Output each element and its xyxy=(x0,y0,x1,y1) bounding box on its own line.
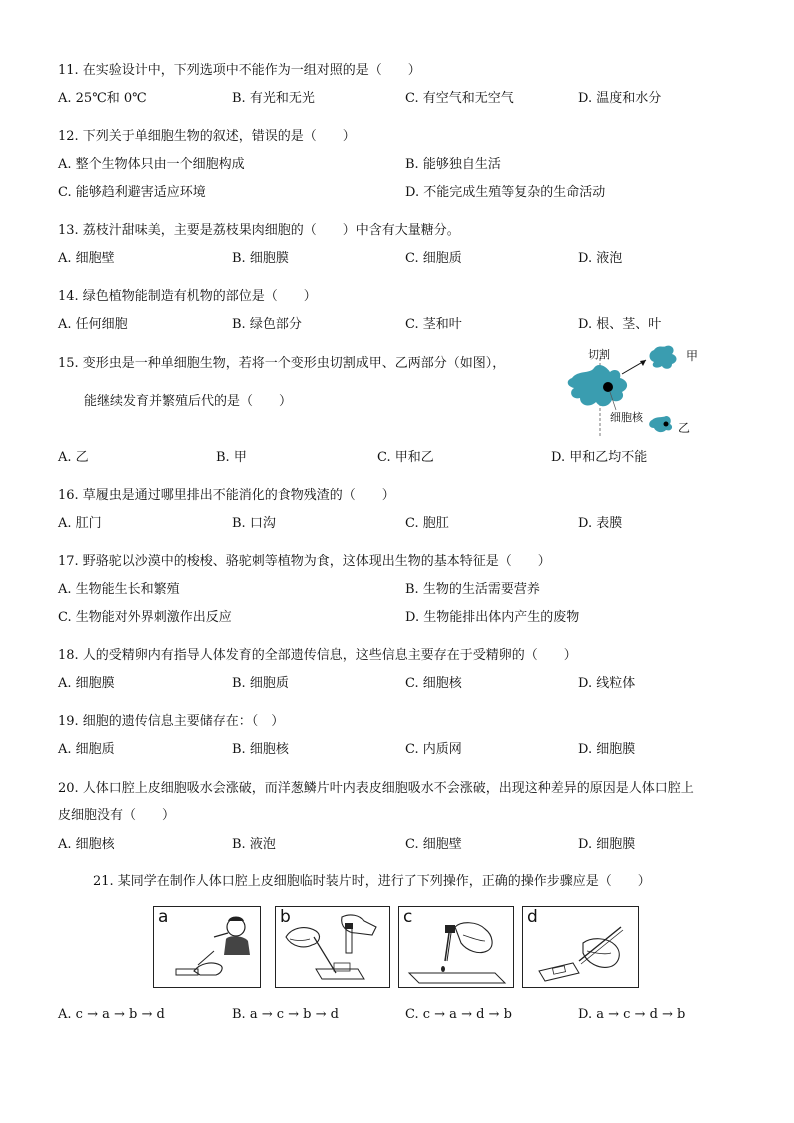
q15-option-d[interactable]: D. 甲和乙均不能 xyxy=(551,450,648,465)
q12-option-c[interactable]: C. 能够趋利避害适应环境 xyxy=(58,185,206,200)
q11-option-a[interactable]: A. 25℃和 0℃ xyxy=(58,91,147,106)
step-panel-a xyxy=(153,906,261,988)
question-16-stem: 16. 草履虫是通过哪里排出不能消化的食物残渣的（ ） xyxy=(58,488,395,503)
q12-option-b[interactable]: B. 能够独自生活 xyxy=(405,157,501,172)
q12-option-d[interactable]: D. 不能完成生殖等复杂的生命活动 xyxy=(405,185,606,200)
q14-option-d[interactable]: D. 根、茎、叶 xyxy=(578,317,662,332)
q18-option-a[interactable]: A. 细胞膜 xyxy=(58,676,115,691)
q21-option-b[interactable]: B. a → c → b → d xyxy=(232,1007,339,1022)
q15-option-a[interactable]: A. 乙 xyxy=(58,450,89,465)
q11-option-c[interactable]: C. 有空气和无空气 xyxy=(405,91,514,106)
step-panel-b xyxy=(275,906,390,988)
question-11-stem: 11. 在实验设计中，下列选项中不能作为一组对照的是（ ） xyxy=(58,63,421,78)
q20-option-c[interactable]: C. 细胞壁 xyxy=(405,837,462,852)
q16-option-a[interactable]: A. 肛门 xyxy=(58,516,102,531)
q21-option-a[interactable]: A. c → a → b → d xyxy=(58,1007,165,1022)
amoeba-figure xyxy=(560,340,710,440)
panel-label-d: d xyxy=(527,907,538,927)
q13-option-a[interactable]: A. 细胞壁 xyxy=(58,251,115,266)
question-14-stem: 14. 绿色植物能制造有机物的部位是（ ） xyxy=(58,289,317,304)
q18-option-b[interactable]: B. 细胞质 xyxy=(232,676,289,691)
q14-option-c[interactable]: C. 茎和叶 xyxy=(405,317,462,332)
panel-label-b: b xyxy=(280,907,291,927)
figure-label-yi: 乙 xyxy=(678,421,691,435)
q19-option-a[interactable]: A. 细胞质 xyxy=(58,742,115,757)
q18-option-c[interactable]: C. 细胞核 xyxy=(405,676,462,691)
q17-option-d[interactable]: D. 生物能排出体内产生的废物 xyxy=(405,610,580,625)
q17-option-b[interactable]: B. 生物的生活需要营养 xyxy=(405,582,540,597)
q19-option-b[interactable]: B. 细胞核 xyxy=(232,742,289,757)
q13-option-c[interactable]: C. 细胞质 xyxy=(405,251,462,266)
q14-option-a[interactable]: A. 任何细胞 xyxy=(58,317,128,332)
question-18-stem: 18. 人的受精卵内有指导人体发育的全部遗传信息，这些信息主要存在于受精卵的（ ） xyxy=(58,648,577,663)
question-17-stem: 17. 野骆驼以沙漠中的梭梭、骆驼刺等植物为食，这体现出生物的基本特征是（ ） xyxy=(58,554,551,569)
q19-option-d[interactable]: D. 细胞膜 xyxy=(578,742,636,757)
q12-option-a[interactable]: A. 整个生物体只由一个细胞构成 xyxy=(58,157,245,172)
question-20-stem-line1: 20. 人体口腔上皮细胞吸水会涨破，而洋葱鳞片叶内表皮细胞吸水不会涨破，出现这种差异的原因是人体口腔上 xyxy=(58,781,694,796)
q14-option-b[interactable]: B. 绿色部分 xyxy=(232,317,302,332)
q21-option-d[interactable]: D. a → c → d → b xyxy=(578,1007,686,1022)
question-20-stem-line2: 皮细胞没有（ ） xyxy=(58,808,176,823)
q19-option-c[interactable]: C. 内质网 xyxy=(405,742,462,757)
q18-option-d[interactable]: D. 线粒体 xyxy=(578,676,636,691)
step-panel-d xyxy=(522,906,639,988)
q17-option-a[interactable]: A. 生物能生长和繁殖 xyxy=(58,582,180,597)
q16-option-c[interactable]: C. 胞肛 xyxy=(405,516,449,531)
figure-label-cut: 切割 xyxy=(588,348,610,361)
panel-label-c: c xyxy=(403,907,413,927)
figure-label-nucleus: 细胞核 xyxy=(610,411,643,424)
q20-option-a[interactable]: A. 细胞核 xyxy=(58,837,115,852)
q16-option-d[interactable]: D. 表膜 xyxy=(578,516,623,531)
question-13-stem: 13. 荔枝汁甜味美，主要是荔枝果肉细胞的（ ）中含有大量糖分。 xyxy=(58,223,460,238)
figure-label-jia: 甲 xyxy=(686,349,699,363)
q15-option-c[interactable]: C. 甲和乙 xyxy=(377,450,434,465)
question-19-stem: 19. 细胞的遗传信息主要储存在：（ ） xyxy=(58,714,285,729)
question-15-stem-line1: 15. 变形虫是一种单细胞生物，若将一个变形虫切割成甲、乙两部分（如图）， xyxy=(58,356,506,371)
q11-option-d[interactable]: D. 温度和水分 xyxy=(578,91,662,106)
step-panel-c xyxy=(398,906,514,988)
question-12-stem: 12. 下列关于单细胞生物的叙述，错误的是（ ） xyxy=(58,129,356,144)
q20-option-d[interactable]: D. 细胞膜 xyxy=(578,837,636,852)
panel-label-a: a xyxy=(158,907,169,927)
q20-option-b[interactable]: B. 液泡 xyxy=(232,837,276,852)
q15-option-b[interactable]: B. 甲 xyxy=(216,450,247,465)
q17-option-c[interactable]: C. 生物能对外界刺激作出反应 xyxy=(58,610,232,625)
question-15-stem-line2: 能继续发育并繁殖后代的是（ ） xyxy=(84,394,293,409)
q21-option-c[interactable]: C. c → a → d → b xyxy=(405,1007,512,1022)
question-21-stem: 21. 某同学在制作人体口腔上皮细胞临时装片时，进行了下列操作，正确的操作步骤应是（ ） xyxy=(93,874,651,889)
q16-option-b[interactable]: B. 口沟 xyxy=(232,516,276,531)
q13-option-b[interactable]: B. 细胞膜 xyxy=(232,251,289,266)
q13-option-d[interactable]: D. 液泡 xyxy=(578,251,623,266)
q11-option-b[interactable]: B. 有光和无光 xyxy=(232,91,315,106)
